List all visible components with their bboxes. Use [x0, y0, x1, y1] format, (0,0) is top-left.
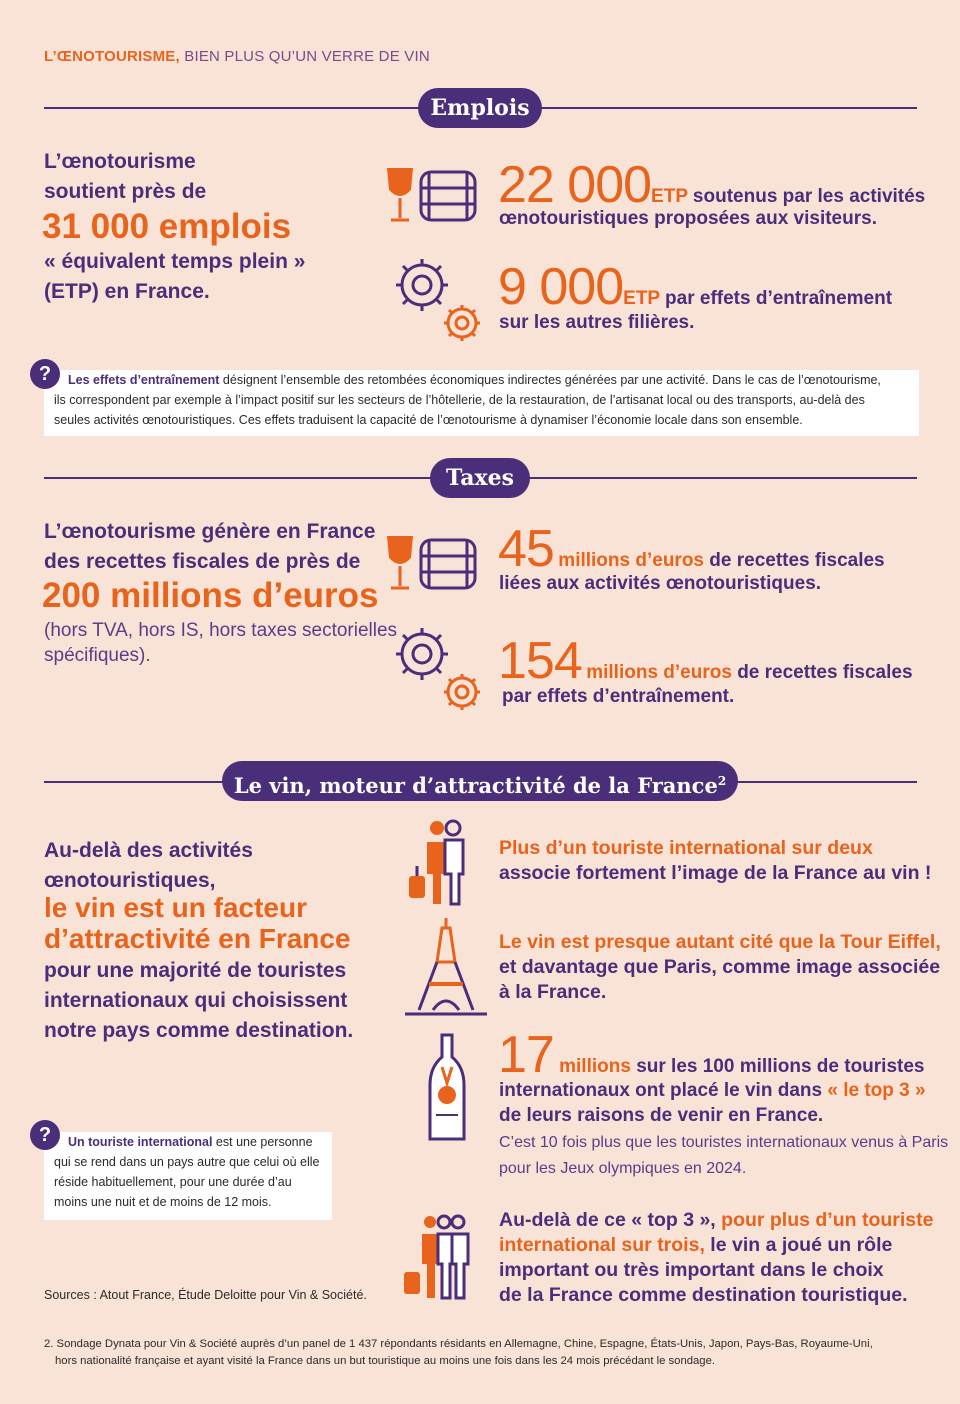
stat-unit: millions	[553, 1056, 631, 1077]
note-text: réside habituellement, pour une durée d’au	[54, 1175, 292, 1189]
note-text: moins une nuit et de moins de 12 mois.	[54, 1195, 272, 1209]
lead-line: (ETP) en France.	[44, 280, 210, 303]
vin-item-1	[499, 836, 931, 886]
footnote	[44, 1336, 873, 1370]
wine-barrel-icon	[383, 160, 483, 228]
question-icon: ?	[30, 359, 60, 389]
emplois-lead	[44, 147, 206, 207]
item-highlight: « le top 3 »	[827, 1080, 926, 1101]
stat-unit: millions d’euros	[558, 550, 704, 571]
emplois-lead-2	[44, 247, 305, 307]
item-text: associe fortement l’image de la France au vin !	[499, 862, 932, 884]
header-title-rest: BIEN PLUS QU’UN VERRE DE VIN	[179, 48, 430, 65]
vin-item-3-note	[499, 1130, 948, 1182]
stat-154	[498, 632, 913, 690]
section-heading-taxes: Taxes	[430, 458, 530, 498]
sub-line: spécifiques).	[44, 645, 151, 666]
item-text: internationaux ont placé le vin dans	[499, 1080, 828, 1101]
item-note: pour les Jeux olympiques en 2024.	[499, 1160, 747, 1177]
sub-line: (hors TVA, hors IS, hors taxes sectorielles	[44, 620, 398, 641]
taxes-big-figure: 200 millions d’euros	[42, 576, 379, 615]
stat-text: de recettes fiscales	[704, 550, 885, 571]
sources: Sources : Atout France, Étude Deloitte pour Vin & Société.	[44, 1288, 367, 1302]
stat-number: 9 000	[498, 258, 624, 316]
highlight-line: le vin est un facteur	[44, 892, 307, 923]
heading-sup: 2	[717, 774, 727, 788]
barrel-icon	[421, 172, 475, 220]
item-text: de leurs raisons de venir en France.	[499, 1105, 824, 1126]
vin-left-outro	[44, 956, 353, 1046]
vin-item-3	[498, 1026, 925, 1084]
wine-glass-icon	[387, 536, 413, 588]
note-text: ils correspondent par exemple à l’impact positif sur les secteurs de l’hôtellerie, de la restauration, de l’artisanat local ou des transports, au-delà des	[54, 393, 865, 407]
header-title-bold: L’ŒNOTOURISME,	[44, 48, 180, 65]
note-text: désignent l’ensemble des retombées économiques indirectes générées par une activité. Dans le cas de l’œnotourisme,	[219, 373, 881, 387]
stat-154-line2: par effets d’entraînement.	[502, 686, 735, 707]
vin-item-4	[499, 1208, 933, 1308]
stat-22000	[498, 156, 926, 214]
question-icon: ?	[30, 1120, 60, 1150]
item-note: C’est 10 fois plus que les touristes internationaux venus à Paris	[499, 1134, 949, 1151]
lead-line: L’œnotourisme	[44, 150, 196, 173]
lead-line: œnotouristiques,	[44, 869, 216, 892]
stat-text: de recettes fiscales	[731, 662, 913, 683]
item-text: à la France.	[499, 981, 607, 1003]
eiffel-tower-icon	[405, 914, 487, 1018]
stat-unit: millions d’euros	[586, 662, 732, 683]
lead-line: Au-delà des activités	[44, 839, 253, 862]
item-highlight: pour plus d’un touriste	[715, 1209, 934, 1231]
lead-line: des recettes fiscales de près de	[44, 550, 361, 573]
item-text: et davantage que Paris, comme image associée	[499, 956, 941, 978]
footnote-line: 2. Sondage Dynata pour Vin & Société auprès d’un panel de 1 437 répondants résidants en Allemagne, Chine, Espagne, États-Unis, Japon, Pays-Bas, Royaume-Uni,	[44, 1338, 873, 1350]
heading-text: Le vin, moteur d’attractivité de la France	[233, 773, 718, 798]
wine-glass-icon	[387, 168, 413, 220]
lead-line: internationaux qui choisissent	[44, 989, 348, 1012]
tourists-icon	[403, 818, 475, 910]
note-text: qui se rend dans un pays autre que celui où elle	[54, 1155, 320, 1169]
note-key: Un touriste international	[68, 1135, 213, 1149]
taxes-sub	[44, 618, 397, 668]
item-text: Au-delà de ce « top 3 »,	[499, 1209, 716, 1231]
vin-item-2	[499, 930, 941, 1005]
stat-45	[498, 520, 885, 578]
item-text: important ou très important dans le choix	[499, 1259, 884, 1281]
wine-bottle-medal-icon	[424, 1033, 470, 1143]
item-highlight: international sur trois,	[499, 1234, 705, 1256]
note-effets-entrainement	[44, 370, 919, 436]
stat-number: 22 000	[498, 156, 652, 214]
note-text: seules activités œnotouristiques. Ces effets traduisent la capacité de l’œnotourisme à dynamiser l’économie locale dans son ensemble.	[54, 413, 803, 427]
vin-left-highlight	[44, 892, 351, 954]
stat-text: soutenus par les activités	[687, 186, 926, 207]
vin-item-3-more	[499, 1078, 926, 1128]
stat-9000-line2: sur les autres filières.	[499, 312, 695, 333]
note-touriste-international	[44, 1132, 332, 1220]
stat-45-line2: liées aux activités œnotouristiques.	[499, 573, 822, 594]
taxes-lead	[44, 517, 375, 577]
stat-unit: ETP	[651, 186, 688, 207]
barrel-icon	[421, 540, 475, 588]
note-key: Les effets d’entraînement	[68, 373, 220, 387]
group-icon	[400, 1212, 480, 1306]
emplois-big-figure: 31 000 emplois	[42, 207, 292, 246]
gears-icon	[388, 253, 488, 349]
lead-line: pour une majorité de touristes	[44, 959, 347, 982]
note-text: est une personne	[212, 1135, 313, 1149]
highlight-line: d’attractivité en France	[44, 923, 351, 954]
item-text: sur les 100 millions de touristes	[630, 1056, 925, 1077]
lead-line: notre pays comme destination.	[44, 1019, 354, 1042]
lead-line: L’œnotourisme génère en France	[44, 520, 376, 543]
item-highlight: Le vin est presque autant cité que la Tour Eiffel,	[499, 931, 941, 953]
stat-number: 45	[498, 520, 554, 578]
gears-icon	[388, 622, 488, 718]
wine-barrel-icon	[383, 528, 483, 596]
page-header	[44, 48, 430, 65]
stat-text: par effets d’entraînement	[659, 288, 893, 309]
section-heading-emplois: Emplois	[418, 88, 542, 128]
item-text: le vin a joué un rôle	[704, 1234, 893, 1256]
section-heading-vin	[222, 761, 738, 801]
vin-left-intro	[44, 836, 253, 896]
lead-line: « équivalent temps plein »	[44, 250, 306, 273]
stat-number: 154	[498, 632, 582, 690]
item-text: de la France comme destination touristique.	[499, 1284, 908, 1306]
footnote-line: hors nationalité française et ayant visité la France dans un but touristique au moins une fois dans les 24 mois précédant le sondage.	[55, 1355, 716, 1367]
stat-22000-line2: œnotouristiques proposées aux visiteurs.	[499, 208, 877, 229]
stat-number: 17	[498, 1026, 554, 1084]
lead-line: soutient près de	[44, 180, 207, 203]
item-highlight: Plus d’un touriste international sur deux	[499, 837, 873, 859]
stat-9000	[498, 258, 893, 316]
stat-unit: ETP	[623, 288, 660, 309]
